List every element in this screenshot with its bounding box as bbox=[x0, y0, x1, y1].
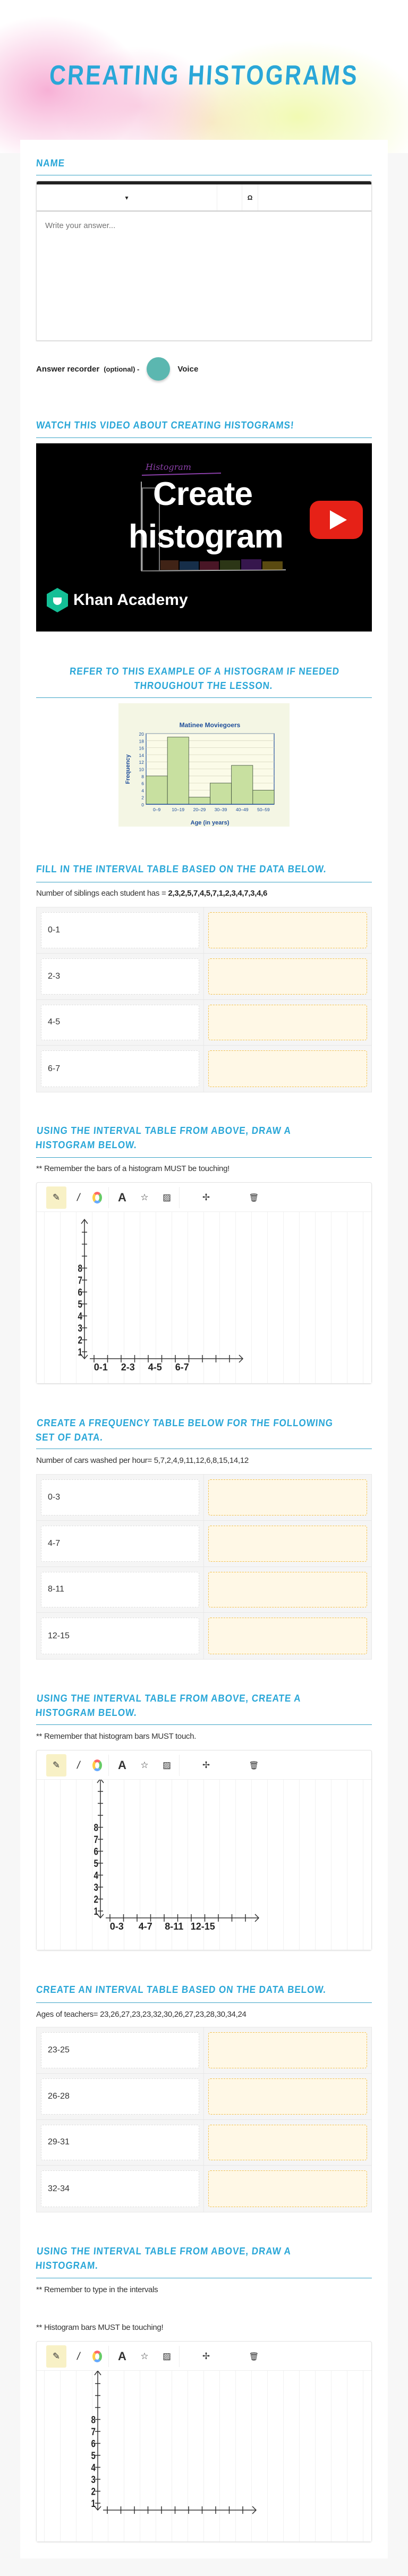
omega-icon: Ω bbox=[247, 193, 253, 201]
interval-cell bbox=[37, 1000, 204, 1046]
interval-cell bbox=[37, 1475, 204, 1520]
y-tick-label: 10 bbox=[139, 767, 144, 772]
table-row bbox=[37, 1000, 371, 1046]
text-icon: A bbox=[118, 1191, 126, 1204]
text-tool-button[interactable] bbox=[112, 2348, 132, 2365]
play-button-icon[interactable] bbox=[310, 501, 363, 539]
brush-icon: / bbox=[76, 1759, 81, 1771]
histogram-bar bbox=[253, 790, 274, 804]
y-tick-label: 7 bbox=[94, 1833, 98, 1846]
answer-cell bbox=[204, 2166, 371, 2212]
x-tick-label: 4-5 bbox=[148, 1362, 162, 1373]
section4-heading: USING THE INTERVAL TABLE FROM ABOVE, CREATE A HISTOGRAM BELOW. bbox=[35, 1693, 301, 1719]
x-tick-label: 40–49 bbox=[235, 807, 249, 812]
chart-x-label: Age (in years) bbox=[190, 820, 230, 826]
y-tick-label: 6 bbox=[141, 781, 144, 787]
answer-cell bbox=[204, 2120, 371, 2166]
x-tick-label: 50–59 bbox=[257, 807, 270, 812]
interval-cell bbox=[37, 2074, 204, 2119]
image-icon: ▨ bbox=[162, 1760, 172, 1770]
pencil-icon: ✎ bbox=[52, 1760, 61, 1770]
interval-label: 8-11 bbox=[41, 1572, 199, 1608]
x-tick-label: 6-7 bbox=[175, 1362, 189, 1373]
answer-input[interactable] bbox=[208, 2125, 367, 2161]
y-tick-label: 16 bbox=[139, 745, 144, 751]
answer-cell bbox=[204, 1000, 371, 1046]
toolbar-separator bbox=[179, 2346, 180, 2367]
name-answer-editor bbox=[36, 181, 372, 341]
text-icon: A bbox=[118, 1758, 126, 1772]
answer-input[interactable] bbox=[208, 912, 367, 948]
table-row bbox=[37, 1567, 371, 1613]
section6-note-2: ** Histogram bars MUST be touching! bbox=[36, 2323, 164, 2332]
drawing-canvas[interactable] bbox=[37, 1780, 371, 1950]
trash-tool-button[interactable] bbox=[244, 1189, 264, 1206]
trash-icon: 🗑 bbox=[249, 1193, 259, 1202]
divider bbox=[36, 2002, 372, 2003]
toolbar-separator bbox=[179, 1755, 180, 1776]
histogram-bar bbox=[210, 783, 232, 804]
section4-note: ** Remember that histogram bars MUST touch. bbox=[36, 1732, 197, 1741]
image-tool-button[interactable] bbox=[157, 2348, 177, 2365]
answer-cell bbox=[204, 954, 371, 999]
y-tick-label: 7 bbox=[78, 1274, 82, 1286]
color-wheel-icon bbox=[92, 1192, 102, 1203]
x-tick-label: 8-11 bbox=[165, 1921, 184, 1932]
chalk-title: Histogram bbox=[146, 462, 191, 472]
y-tick-label: 2 bbox=[141, 795, 144, 801]
move-tool-button[interactable] bbox=[196, 2348, 216, 2365]
color-wheel-icon bbox=[92, 2351, 102, 2362]
table-row bbox=[37, 2027, 371, 2074]
answer-input[interactable] bbox=[208, 2078, 367, 2115]
video-title-line1: Create bbox=[153, 476, 252, 512]
record-voice-button[interactable] bbox=[147, 357, 170, 381]
name-answer-input[interactable] bbox=[37, 212, 371, 339]
drawing-toolbar bbox=[37, 1750, 371, 1780]
table-row bbox=[37, 954, 371, 1000]
move-icon: ✢ bbox=[202, 1192, 210, 1202]
section6-heading: USING THE INTERVAL TABLE FROM ABOVE, DRAW A HISTOGRAM. bbox=[35, 2246, 292, 2271]
star-icon: ☆ bbox=[140, 1760, 149, 1770]
color-tool-button[interactable] bbox=[87, 2348, 107, 2365]
editor-toolbar bbox=[37, 184, 371, 212]
color-tool-button[interactable] bbox=[87, 1757, 107, 1774]
answer-input[interactable] bbox=[208, 1618, 367, 1654]
trash-icon: 🗑 bbox=[249, 2352, 259, 2361]
y-tick-label: 5 bbox=[78, 1298, 82, 1310]
answer-cell bbox=[204, 907, 371, 953]
answer-cell bbox=[204, 1567, 371, 1613]
interval-label: 4-7 bbox=[41, 1526, 199, 1562]
youtube-video-embed[interactable] bbox=[36, 443, 372, 632]
interval-label: 0-1 bbox=[41, 912, 199, 948]
toolbar-separator bbox=[108, 2346, 109, 2367]
pencil-icon: ✎ bbox=[52, 2351, 61, 2361]
y-tick-label: 3 bbox=[94, 1881, 98, 1893]
text-tool-button[interactable] bbox=[112, 1757, 132, 1774]
y-tick-label: 0 bbox=[141, 802, 144, 807]
table-row bbox=[37, 2074, 371, 2120]
interval-label: 6-7 bbox=[41, 1050, 199, 1087]
star-tool-button[interactable] bbox=[134, 1757, 155, 1774]
video-title-line2: histogram bbox=[129, 518, 283, 555]
drawing-board-3 bbox=[36, 2341, 372, 2542]
move-icon: ✢ bbox=[202, 2351, 210, 2361]
y-tick-label: 8 bbox=[141, 773, 144, 779]
answer-input[interactable] bbox=[208, 1572, 367, 1608]
answer-cell bbox=[204, 1046, 371, 1092]
y-tick-label: 4 bbox=[78, 1310, 82, 1322]
histogram-bar bbox=[167, 737, 189, 804]
image-icon: ▨ bbox=[162, 2351, 172, 2361]
divider bbox=[36, 437, 372, 438]
x-tick-label: 0-1 bbox=[94, 1362, 108, 1373]
table-row bbox=[37, 1046, 371, 1092]
histogram-axes bbox=[37, 1212, 371, 1383]
toolbar-spacer bbox=[217, 184, 242, 211]
answer-input[interactable] bbox=[208, 2170, 367, 2207]
section2-heading: USING THE INTERVAL TABLE FROM ABOVE, DRAW A HISTOGRAM BELOW. bbox=[35, 1125, 292, 1151]
interval-cell bbox=[37, 1567, 204, 1613]
table-row bbox=[37, 1613, 371, 1659]
pencil-tool-button[interactable] bbox=[46, 1186, 66, 1209]
y-tick-label: 6 bbox=[91, 2437, 96, 2449]
y-tick-label: 12 bbox=[139, 760, 144, 765]
drawing-board-1 bbox=[36, 1182, 372, 1384]
answer-input[interactable] bbox=[208, 1526, 367, 1562]
y-tick-label: 4 bbox=[91, 2461, 96, 2473]
histogram-bar bbox=[146, 776, 167, 804]
drawing-canvas[interactable] bbox=[37, 1212, 371, 1383]
y-tick-label: 6 bbox=[78, 1286, 82, 1298]
drawing-canvas[interactable] bbox=[37, 2371, 371, 2541]
video-heading: WATCH THIS VIDEO ABOUT CREATING HISTOGRAMS! bbox=[36, 420, 295, 431]
x-tick-label: 20–29 bbox=[193, 807, 206, 812]
chevron-down-icon: ▾ bbox=[125, 193, 129, 201]
answer-input[interactable] bbox=[208, 1005, 367, 1041]
brush-tool-button[interactable] bbox=[69, 1757, 89, 1774]
histogram-bar bbox=[232, 765, 253, 804]
section3-prompt: Number of cars washed per hour= 5,7,2,4,9,11,12,6,8,15,14,12 bbox=[36, 1456, 249, 1465]
interval-label: 12-15 bbox=[41, 1618, 199, 1654]
divider bbox=[36, 1157, 372, 1158]
brand-name: Khan Academy bbox=[73, 591, 188, 609]
move-tool-button[interactable] bbox=[196, 1189, 216, 1206]
table-row bbox=[37, 907, 371, 954]
divider bbox=[36, 1724, 372, 1725]
answer-input[interactable] bbox=[208, 1479, 367, 1516]
trash-icon: 🗑 bbox=[249, 1761, 259, 1770]
move-icon: ✢ bbox=[202, 1760, 210, 1770]
section1-heading: FILL IN THE INTERVAL TABLE BASED ON THE DATA BELOW. bbox=[36, 864, 327, 875]
y-tick-label: 2 bbox=[78, 1334, 82, 1346]
format-dropdown[interactable] bbox=[37, 184, 217, 211]
interval-label: 23-25 bbox=[41, 2032, 199, 2068]
histogram-axes bbox=[37, 1780, 371, 1950]
interval-label: 29-31 bbox=[41, 2125, 199, 2161]
pencil-tool-button[interactable] bbox=[46, 2345, 66, 2368]
interval-table-2 bbox=[36, 2027, 372, 2212]
y-tick-label: 20 bbox=[139, 731, 144, 737]
divider bbox=[36, 697, 372, 698]
image-tool-button[interactable] bbox=[157, 1189, 177, 1206]
y-tick-label: 1 bbox=[91, 2497, 96, 2510]
histogram-bar bbox=[189, 797, 210, 804]
y-tick-label: 6 bbox=[94, 1845, 98, 1857]
section2-note: ** Remember the bars of a histogram MUST be touching! bbox=[36, 1164, 230, 1173]
trash-tool-button[interactable] bbox=[244, 1757, 264, 1774]
brush-icon: / bbox=[76, 2350, 81, 2362]
answer-cell bbox=[204, 2027, 371, 2073]
section6-note-1: ** Remember to type in the intervals bbox=[36, 2285, 158, 2294]
x-tick-label: 12-15 bbox=[190, 1921, 215, 1932]
y-tick-label: 5 bbox=[94, 1857, 98, 1870]
section1-prompt bbox=[36, 889, 267, 898]
text-icon: A bbox=[118, 2350, 126, 2363]
move-tool-button[interactable] bbox=[196, 1757, 216, 1774]
khan-academy-brand bbox=[47, 588, 188, 612]
example-histogram-image bbox=[118, 703, 290, 827]
interval-cell bbox=[37, 2027, 204, 2073]
star-tool-button[interactable] bbox=[134, 1189, 155, 1206]
answer-cell bbox=[204, 1475, 371, 1520]
x-tick-label: 10–19 bbox=[172, 807, 185, 812]
brush-tool-button[interactable] bbox=[69, 2348, 89, 2365]
answer-cell bbox=[204, 1613, 371, 1659]
color-wheel-icon bbox=[92, 1760, 102, 1771]
interval-label: 2-3 bbox=[41, 958, 199, 995]
answer-recorder bbox=[36, 357, 198, 381]
y-tick-label: 14 bbox=[139, 752, 144, 758]
name-heading: NAME bbox=[36, 158, 65, 169]
chart-y-label: Frequency bbox=[125, 754, 131, 784]
y-tick-label: 1 bbox=[78, 1346, 82, 1358]
recorder-optional: (optional) - bbox=[104, 365, 140, 373]
voice-label: Voice bbox=[177, 364, 199, 374]
prompt-label: Number of siblings each student has = bbox=[36, 889, 168, 898]
pencil-icon: ✎ bbox=[52, 1192, 61, 1202]
y-tick-label: 2 bbox=[94, 1893, 98, 1905]
image-icon: ▨ bbox=[162, 1192, 172, 1202]
star-icon: ☆ bbox=[140, 1192, 149, 1202]
answer-cell bbox=[204, 1521, 371, 1567]
y-tick-label: 7 bbox=[91, 2426, 96, 2438]
page-title: CREATING HISTOGRAMS bbox=[48, 60, 360, 91]
example-heading: REFER TO THIS EXAMPLE OF A HISTOGRAM IF NEEDED THROUGHOUT THE LESSON. bbox=[69, 666, 340, 692]
interval-cell bbox=[37, 1521, 204, 1567]
color-tool-button[interactable] bbox=[87, 1189, 107, 1206]
y-tick-label: 4 bbox=[94, 1869, 98, 1881]
table-row bbox=[37, 1521, 371, 1567]
section5-heading: CREATE AN INTERVAL TABLE BASED ON THE DATA BELOW. bbox=[36, 1984, 327, 1996]
text-tool-button[interactable] bbox=[112, 1189, 132, 1206]
x-tick-label: 0–9 bbox=[152, 807, 161, 812]
toolbar-separator bbox=[108, 1755, 109, 1776]
interval-cell bbox=[37, 2120, 204, 2166]
interval-cell bbox=[37, 1613, 204, 1659]
answer-input[interactable] bbox=[208, 2032, 367, 2068]
drawing-toolbar bbox=[37, 1183, 371, 1212]
special-character-button[interactable] bbox=[242, 184, 258, 211]
x-tick-label: 2-3 bbox=[121, 1362, 135, 1373]
khan-academy-logo-icon bbox=[47, 588, 68, 612]
interval-label: 4-5 bbox=[41, 1005, 199, 1041]
chart-title: Matinee Moviegoers bbox=[179, 721, 241, 729]
trash-tool-button[interactable] bbox=[244, 2348, 264, 2365]
y-tick-label: 3 bbox=[91, 2473, 96, 2486]
y-tick-label: 18 bbox=[139, 738, 144, 744]
interval-label: 0-3 bbox=[41, 1479, 199, 1516]
answer-cell bbox=[204, 2074, 371, 2119]
y-tick-label: 8 bbox=[78, 1262, 82, 1274]
section3-heading: CREATE A FREQUENCY TABLE BELOW FOR THE FOLLOWING SET OF DATA. bbox=[35, 1418, 334, 1443]
x-tick-label: 0-3 bbox=[109, 1921, 124, 1932]
section5-prompt: Ages of teachers= 23,26,27,23,23,32,30,26,27,23,28,30,34,24 bbox=[36, 2010, 246, 2019]
x-tick-label: 4-7 bbox=[138, 1921, 152, 1932]
interval-table-1 bbox=[36, 907, 372, 1092]
pencil-tool-button[interactable] bbox=[46, 1754, 66, 1777]
answer-input[interactable] bbox=[208, 1050, 367, 1087]
x-tick-label: 30–39 bbox=[214, 807, 227, 812]
image-tool-button[interactable] bbox=[157, 1757, 177, 1774]
y-tick-label: 3 bbox=[78, 1322, 82, 1334]
y-tick-label: 2 bbox=[91, 2485, 96, 2497]
interval-cell bbox=[37, 954, 204, 999]
interval-label: 26-28 bbox=[41, 2078, 199, 2115]
star-icon: ☆ bbox=[140, 2351, 149, 2361]
interval-cell bbox=[37, 907, 204, 953]
answer-input[interactable] bbox=[208, 958, 367, 995]
toolbar-separator bbox=[108, 1187, 109, 1208]
example-histogram-chart bbox=[118, 703, 290, 827]
recorder-label: Answer recorder bbox=[36, 364, 100, 374]
toolbar-separator bbox=[179, 1187, 180, 1208]
drawing-board-2 bbox=[36, 1750, 372, 1950]
brush-icon: / bbox=[76, 1191, 81, 1203]
histogram-axes bbox=[37, 2371, 371, 2541]
y-tick-label: 5 bbox=[91, 2449, 96, 2462]
interval-label: 32-34 bbox=[41, 2170, 199, 2207]
y-tick-label: 1 bbox=[94, 1905, 98, 1917]
interval-cell bbox=[37, 2166, 204, 2212]
table-row bbox=[37, 2120, 371, 2166]
interval-cell bbox=[37, 1046, 204, 1092]
star-tool-button[interactable] bbox=[134, 2348, 155, 2365]
prompt-data: 2,3,2,5,7,4,5,7,1,2,3,4,7,3,4,6 bbox=[168, 889, 268, 898]
y-tick-label: 8 bbox=[91, 2413, 96, 2426]
y-tick-label: 8 bbox=[94, 1821, 98, 1833]
y-tick-label: 4 bbox=[141, 788, 144, 794]
table-row bbox=[37, 1475, 371, 1521]
frequency-table bbox=[36, 1474, 372, 1660]
brush-tool-button[interactable] bbox=[69, 1189, 89, 1206]
drawing-toolbar bbox=[37, 2342, 371, 2371]
table-row bbox=[37, 2166, 371, 2212]
